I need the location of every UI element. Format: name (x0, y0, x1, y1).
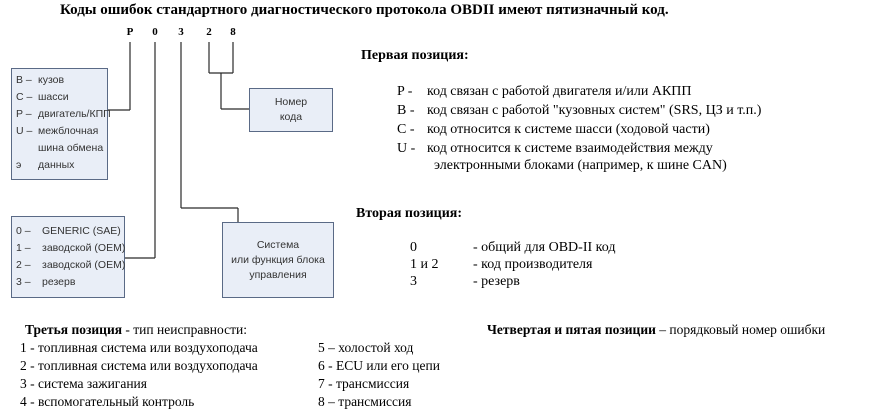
generic-key-4: 3 – (16, 276, 31, 288)
generic-text-4: резерв (42, 276, 76, 288)
body-key-1: B – (16, 74, 32, 86)
diagram-title: Коды ошибок стандартного диагностического протокола OBDII имеют пятизначный код. (60, 2, 669, 18)
third-position-heading: Третья позиция (25, 322, 123, 337)
code-number-box (249, 88, 333, 132)
first-pos-text-5: электронными блоками (например, к шине CAN) (434, 158, 727, 173)
third-col2-item-3: 7 - трансмиссия (318, 376, 410, 391)
second-pos-text-2: - код производителя (473, 257, 593, 272)
system-function-box (222, 222, 334, 298)
body-type-box (11, 68, 111, 180)
code-char-2: 0 (152, 26, 158, 38)
first-pos-text-4: код относится к системе взаимодействия между (427, 141, 713, 156)
manufacturer-type-box (11, 216, 125, 298)
first-position-heading: Первая позиция: (361, 48, 469, 63)
code-char-3: 3 (178, 26, 184, 38)
third-col1-item-3: 3 - система зажигания (20, 376, 147, 391)
code-char-4: 2 (206, 26, 212, 38)
first-pos-text-2: код связан с работой "кузовных систем" (SRS, ЦЗ и т.п.) (427, 103, 762, 118)
nomer-line-1: Номер (274, 96, 308, 108)
third-col2-item-2: 6 - ECU или его цепи (318, 358, 440, 373)
second-pos-text-3: - резерв (473, 274, 520, 289)
third-col2-item-1: 5 – холостой ход (318, 340, 414, 355)
body-key-3: P – (16, 108, 32, 120)
generic-text-2: заводской (OEM) (42, 242, 126, 254)
second-position-heading: Вторая позиция: (356, 206, 463, 221)
second-pos-text-1: - общий для OBD-II код (473, 240, 616, 255)
third-position-suffix: - тип неисправности: (122, 322, 247, 337)
first-pos-text-1: код связан с работой двигателя и/или АКПП (427, 84, 692, 99)
body-text-2: шасси (38, 91, 69, 103)
second-pos-key-1: 0 (410, 240, 417, 255)
generic-key-1: 0 – (16, 225, 31, 237)
nomer-line-2: кода (279, 111, 303, 123)
body-key-4: U – (16, 125, 33, 137)
third-col1-item-4: 4 - вспомогательный контроль (20, 394, 195, 409)
third-col1-item-2: 2 - топливная система или воздухоподача (20, 358, 258, 373)
generic-key-3: 2 – (16, 259, 31, 271)
body-key-2: C – (16, 91, 33, 103)
body-text-3: двигатель/КПП (38, 108, 111, 120)
third-col1-item-1: 1 - топливная система или воздухоподача (20, 340, 258, 355)
first-pos-key-4: U - (397, 141, 416, 156)
second-pos-key-2: 1 и 2 (410, 257, 439, 272)
third-col2-item-4: 8 – трансмиссия (318, 394, 412, 409)
third-position-heading-line (25, 322, 247, 338)
body-key-6: э (16, 159, 22, 171)
code-char-1: P (126, 26, 134, 38)
system-line-3: управления (249, 268, 307, 281)
generic-key-2: 1 – (16, 242, 31, 254)
generic-text-3: заводской (OEM) (42, 259, 126, 271)
code-char-5: 8 (230, 26, 236, 38)
system-line-1: Система (256, 238, 300, 251)
first-pos-key-2: B - (397, 103, 415, 118)
first-pos-text-3: код относится к системе шасси (ходовой части) (427, 122, 710, 137)
generic-text-1: GENERIC (SAE) (42, 225, 121, 237)
first-pos-key-1: P - (397, 84, 413, 99)
fourth-fifth-line (487, 322, 825, 338)
body-text-5: шина обмена (38, 142, 104, 154)
body-text-4: межблочная (38, 125, 99, 137)
fourth-fifth-heading: Четвертая и пятая позиции (487, 322, 656, 337)
fourth-fifth-suffix: – порядковый номер ошибки (655, 322, 826, 337)
system-line-2: или функция блока (231, 253, 325, 266)
body-text-1: кузов (38, 74, 65, 86)
first-pos-key-3: C - (397, 122, 415, 137)
second-pos-key-3: 3 (410, 274, 417, 289)
body-text-6: данных (38, 159, 75, 171)
